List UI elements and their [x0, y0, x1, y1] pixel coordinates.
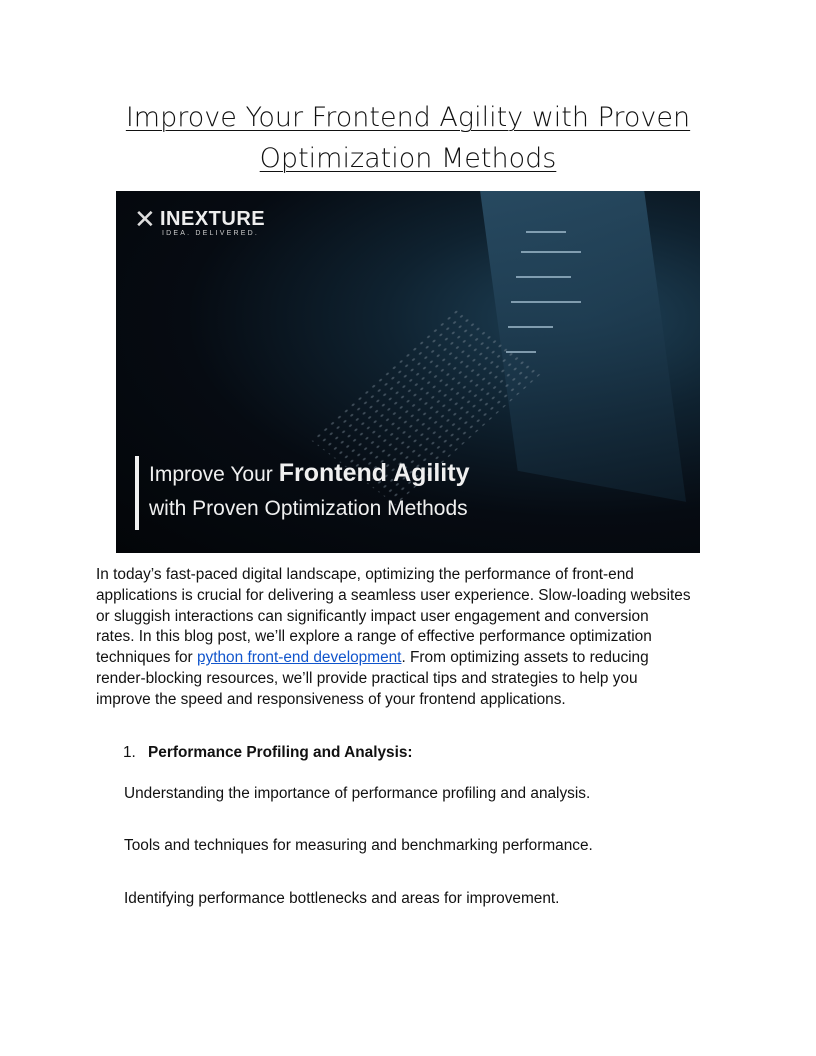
list-item: Identifying performance bottlenecks and areas for improvement.: [124, 890, 560, 907]
headline-regular: Improve Your: [149, 463, 273, 486]
hero-image: ✕ INEXTURE IDEA. DELIVERED. Improve Your Frontend Agility with Proven Optimization Methods: [116, 191, 700, 553]
section-heading: Performance Profiling and Analysis:: [148, 744, 413, 761]
intro-paragraph: [96, 565, 691, 711]
text-line: render-blocking resources, we’ll provide practical tips and strategies to help you: [96, 669, 638, 687]
list-number: 1.: [123, 744, 136, 761]
list-item: Understanding the importance of performance profiling and analysis.: [124, 785, 591, 802]
title-line-1: Improve Your Frontend Agility with Proven: [125, 102, 691, 133]
hero-headline-line-2: with Proven Optimization Methods: [149, 497, 468, 520]
text-line: applications is crucial for delivering a seamless user experience. Slow-loading websites: [96, 586, 691, 604]
python-frontend-link[interactable]: python front-end development: [196, 649, 402, 667]
accent-bar: [135, 456, 139, 530]
text-line: rates. In this blog post, we’ll explore a range of effective performance optimization: [96, 628, 652, 646]
text-line: improve the speed and responsiveness of your frontend applications.: [96, 690, 566, 708]
text-line: In today’s fast-paced digital landscape, optimizing the performance of front-end: [96, 566, 634, 583]
hero-headline-line-1: [149, 459, 469, 488]
text-line: [96, 648, 691, 669]
text-line: or sluggish interactions can significantly impact user engagement and conversion: [96, 607, 649, 625]
list-item: Tools and techniques for measuring and benchmarking performance.: [124, 837, 593, 854]
x-logo-icon: ✕: [134, 205, 156, 235]
headline-bold: Frontend Agility: [278, 459, 470, 487]
page-title: [0, 97, 816, 179]
text-segment: techniques for: [96, 649, 197, 667]
title-line-2: Optimization Methods: [259, 143, 557, 174]
text-segment: . From optimizing assets to reducing: [401, 649, 649, 667]
